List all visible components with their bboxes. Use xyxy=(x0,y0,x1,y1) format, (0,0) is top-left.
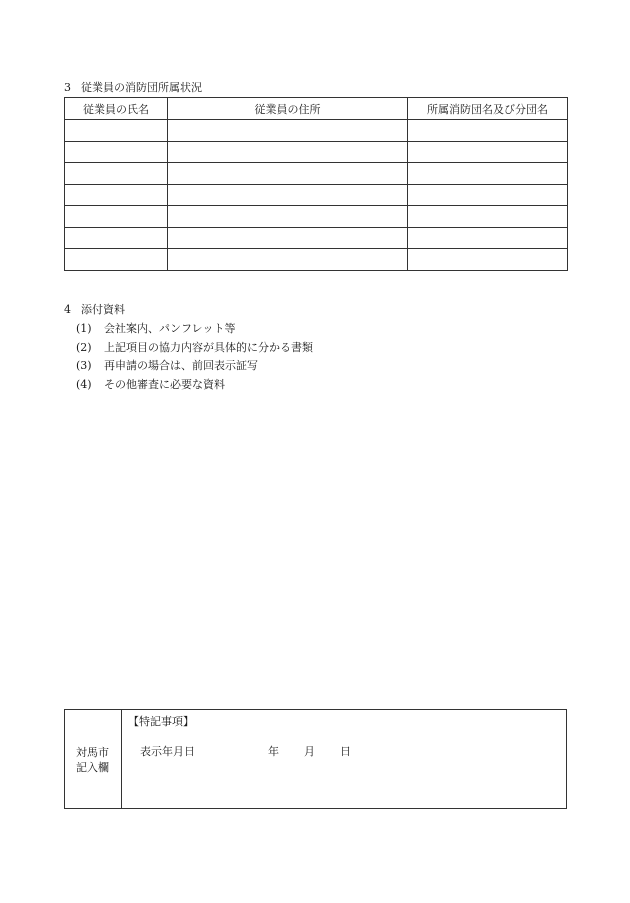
cell-employee-address xyxy=(168,120,408,142)
employee-table-body xyxy=(65,120,568,271)
cell-employee-address xyxy=(168,206,408,228)
cell-employee-address xyxy=(168,249,408,271)
month-label: 月 xyxy=(304,745,315,758)
header-employee-name: 従業員の氏名 xyxy=(65,98,168,120)
city-label-cell xyxy=(65,710,122,808)
section-title-text: 従業員の消防団所属状況 xyxy=(81,81,202,94)
table-row xyxy=(65,227,568,249)
special-notes-label: 【特記事項】 xyxy=(128,715,194,728)
cell-employee-address xyxy=(168,141,408,163)
cell-employee-name xyxy=(65,227,168,249)
section-number: 4 xyxy=(64,303,71,316)
cell-fire-brigade xyxy=(408,249,568,271)
attachment-item xyxy=(76,323,235,334)
item-text: 上記項目の協力内容が具体的に分かる書類 xyxy=(104,341,313,354)
city-label-line2: 記入欄 xyxy=(76,761,109,774)
section-4-title xyxy=(64,304,125,315)
header-fire-brigade: 所属消防団名及び分団名 xyxy=(408,98,568,120)
cell-employee-name xyxy=(65,184,168,206)
cell-fire-brigade xyxy=(408,163,568,185)
table-row xyxy=(65,184,568,206)
item-text: その他審査に必要な資料 xyxy=(104,378,225,391)
day-label: 日 xyxy=(340,745,351,758)
cell-employee-name xyxy=(65,120,168,142)
table-row xyxy=(65,163,568,185)
table-row xyxy=(65,249,568,271)
cell-employee-address xyxy=(168,227,408,249)
section-title-text: 添付資料 xyxy=(81,303,125,316)
cell-fire-brigade xyxy=(408,141,568,163)
attachment-item xyxy=(76,379,225,390)
cell-fire-brigade xyxy=(408,120,568,142)
header-employee-address: 従業員の住所 xyxy=(168,98,408,120)
display-date-label: 表示年月日 xyxy=(140,745,195,758)
cell-employee-address xyxy=(168,163,408,185)
item-mark: (2) xyxy=(76,341,92,354)
table-row xyxy=(65,141,568,163)
cell-employee-name xyxy=(65,206,168,228)
city-entry-box xyxy=(64,709,567,809)
section-number: 3 xyxy=(64,81,71,94)
year-label: 年 xyxy=(268,745,279,758)
item-text: 会社案内、パンフレット等 xyxy=(104,322,236,335)
cell-employee-name xyxy=(65,249,168,271)
attachment-item xyxy=(76,360,258,371)
attachment-item xyxy=(76,342,313,353)
cell-employee-name xyxy=(65,141,168,163)
item-mark: (1) xyxy=(76,322,92,335)
cell-employee-name xyxy=(65,163,168,185)
item-mark: (3) xyxy=(76,359,92,372)
cell-fire-brigade xyxy=(408,206,568,228)
cell-fire-brigade xyxy=(408,227,568,249)
table-row xyxy=(65,206,568,228)
item-mark: (4) xyxy=(76,378,92,391)
employee-table xyxy=(64,97,568,271)
table-header-row xyxy=(65,98,568,120)
cell-fire-brigade xyxy=(408,184,568,206)
item-text: 再申請の場合は、前回表示証写 xyxy=(104,359,258,372)
cell-employee-address xyxy=(168,184,408,206)
table-row xyxy=(65,120,568,142)
section-3-title xyxy=(64,82,202,93)
city-label-line1: 対馬市 xyxy=(76,746,109,759)
